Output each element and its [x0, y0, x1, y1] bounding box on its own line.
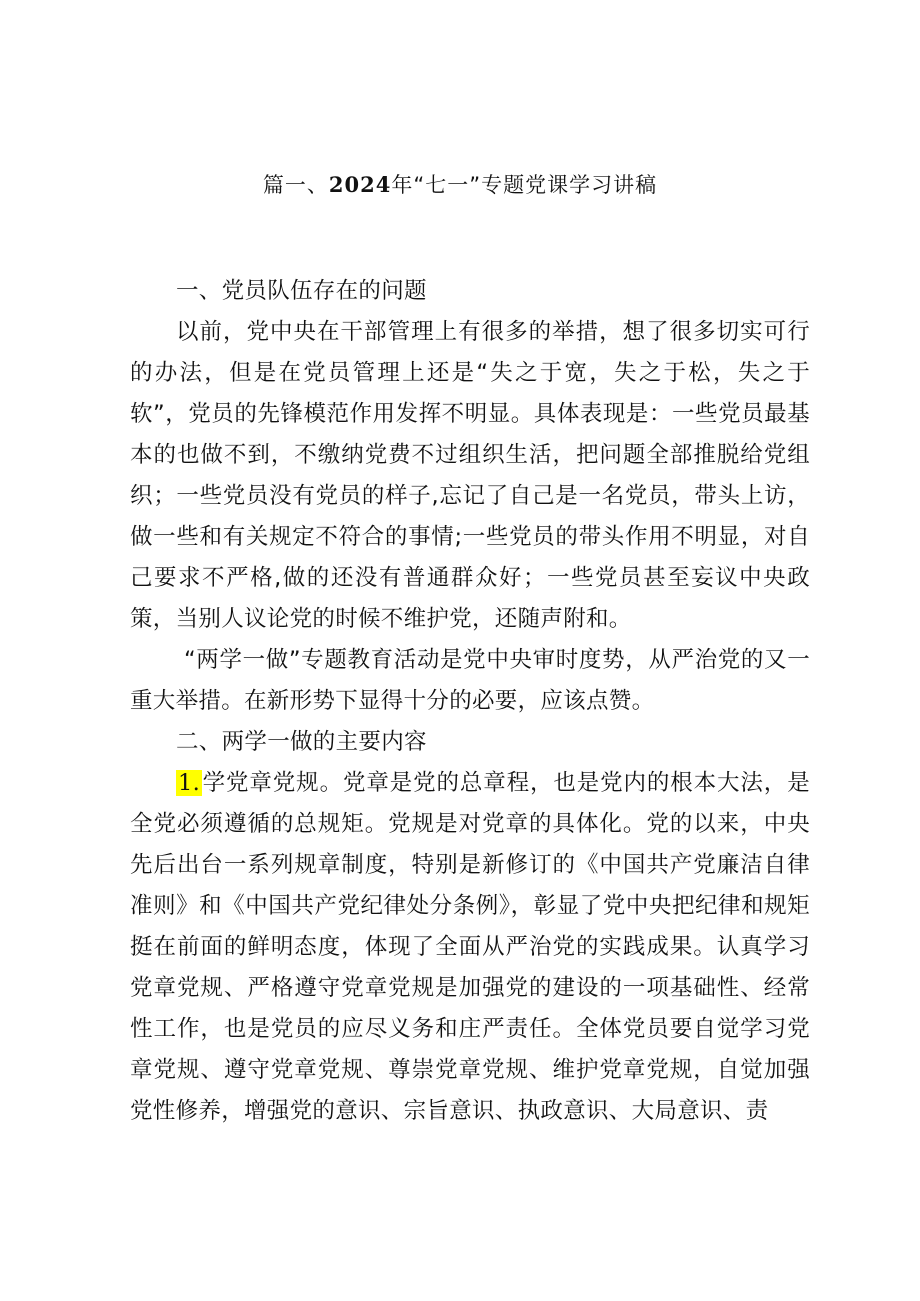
section-heading-2: 二、两学一做的主要内容: [176, 729, 427, 755]
document-body: [130, 271, 810, 1132]
list-item-text: 学党章党规。党章是党的总章程，也是党内的根本大法，是全党必须遵循的总规矩。党规是对党章的具体化。党的以来，中央先后出台一系列规章制度，特别是新修订的《中国共产党廉洁自律准则》和《中国共产党纪律处分条例》，彰显了党中央把纪律和规矩挺在前面的鲜明态度，体现了全面从严治党的实践成果。认真学习党章党规、严格遵守党章党规是加强党的建设的一项基础性、经常性工作，也是党员的应尽义务和庄严责任。全体党员要自觉学习党章党规、遵守党章党规、尊崇党章党规、维护党章党规，自觉加强党性修养，增强党的意识、宗旨意识、执政意识、大局意识、责: [130, 770, 810, 1124]
title-suffix: 年“七一”专题党课学习讲稿: [391, 173, 658, 197]
title-year: 2024: [328, 172, 392, 197]
section-heading-1: 一、党员队伍存在的问题: [176, 278, 427, 304]
document-title: [0, 168, 920, 202]
paragraph: 以前，党中央在干部管理上有很多的举措，想了很多切实可行的办法，但是在党员管理上还是“失之于宽，失之于松，失之于软”，党员的先锋模范作用发挥不明显。具体表现是：一些党员最基本的也做不到，不缴纳党费不过组织生活，把问题全部推脱给党组织；一些党员没有党员的样子,忘记了自己是一名党员，带头上访，做一些和有关规定不符合的事情;一些党员的带头作用不明显，对自己要求不严格,做的还没有普通群众好；一些党员甚至妄议中央政策，当别人议论党的时候不维护党，还随声附和。: [130, 319, 810, 632]
title-prefix: 篇一、: [262, 173, 329, 197]
list-item: [130, 763, 810, 1132]
paragraph: “两学一做”专题教育活动是党中央审时度势，从严治党的又一重大举措。在新形势下显得十分的必要，应该点赞。: [130, 647, 810, 714]
highlighted-number: 1.: [178, 770, 201, 796]
